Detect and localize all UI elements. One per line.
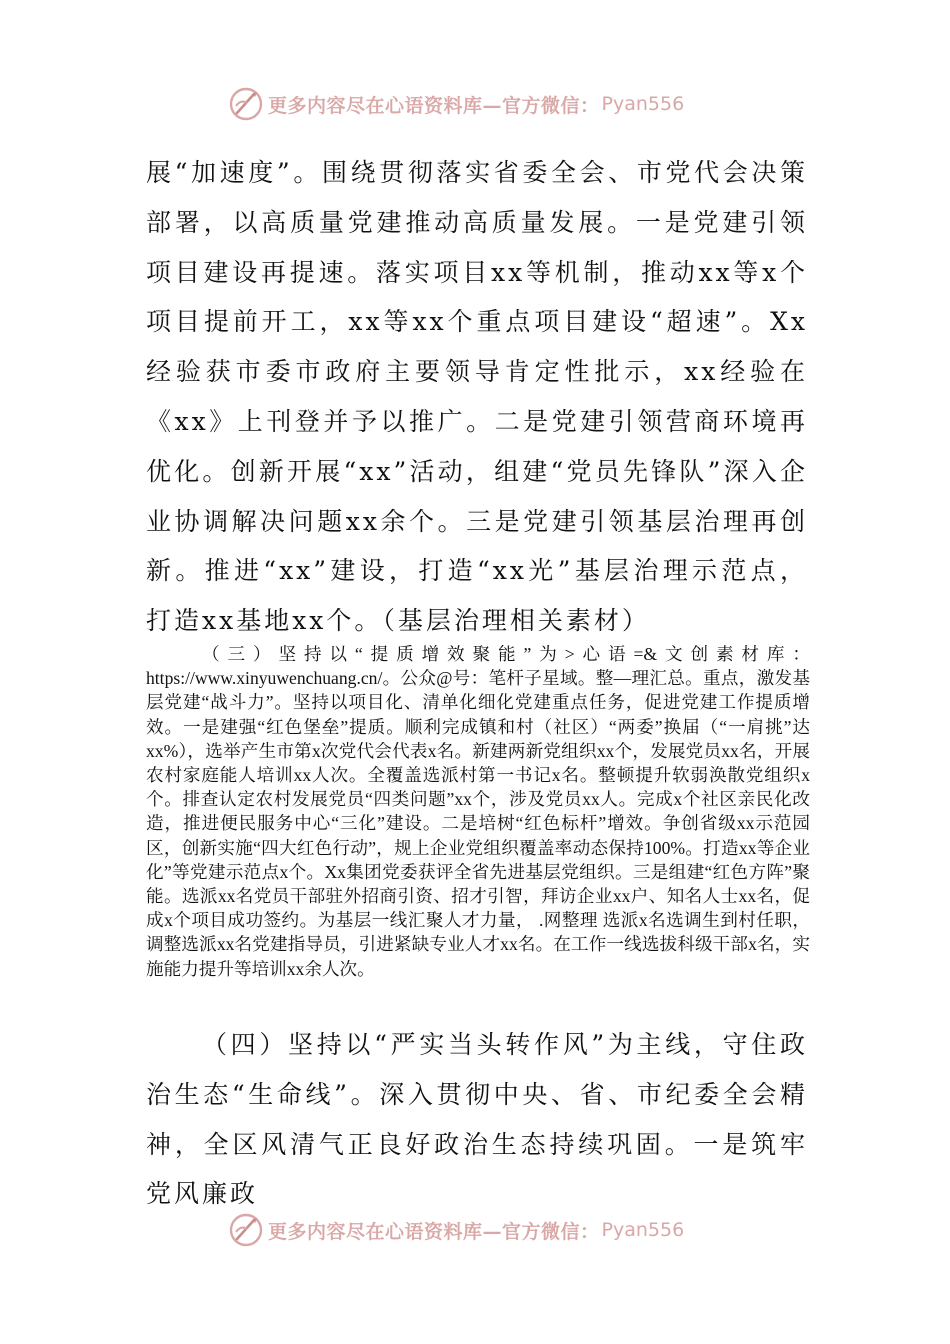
logo-icon <box>228 1212 264 1248</box>
footer-banner <box>228 1210 684 1250</box>
logo-icon <box>228 86 264 122</box>
banner-text: 更多内容尽在心语资料库—官方微信： <box>268 1220 600 1243</box>
body-paragraph-2: （三）坚持以“提质增效聚能”为>心语=&文创素材库：https://www.xinyuwenchuang.cn/。公众@号：笔杆子星域。整—理汇总。重点，激发基层党建“战斗力”。坚持以项目化、清单化细化党建重点任务，促进党建工作提质增效。一是建强“红色堡垒”提质。顺利完成镇和村（社区）“两委”换届（“一肩挑”达xx%），选举产生市第x次党代会代表x名。新建两新党组织xx个，发展党员xx名，开展农村家庭能人培训xx人次。全覆盖选派村第一书记x名。整顿提升软弱涣散党组织x个。排查认定农村发展党员“四类问题”xx个，涉及党员xx人。完成x个社区亲民化改造，推进便民服务中心“三化”建设。二是培树“红色标杆”增效。争创省级xx示范园区，创新实施“四大红色行动”，规上企业党组织覆盖率动态保持100%。打造xx等企业化”等党建示范点x个。Xx集团党委获评全省先进基层党组织。三是组建“红色方阵”聚能。选派xx名党员干部驻外招商引资、招才引智，拜访企业xx户、知名人士xx名，促成x个项目成功签约。为基层一线汇聚人才力量， .网整理 选派x名选调生到村任职，调整选派xx名党建指导员，引进紧缺专业人才xx名。在工作一线选拔科级干部x名，实施能力提升等培训xx余人次。 <box>146 644 810 979</box>
banner-text: 更多内容尽在心语资料库—官方微信： <box>268 94 600 117</box>
body-paragraph-1: 展“加速度”。围绕贯彻落实省委全会、市党代会决策部署，以高质量党建推动高质量发展。一是党建引领项目建设再提速。落实项目xx等机制，推动xx等x个项目提前开工，xx等xx个重点项目建设“超速”。Xx经验获市委市政府主要领导肯定性批示，xx经验在《xx》上刊登并予以推广。二是党建引领营商环境再优化。创新开展“xx”活动，组建“党员先锋队”深入企业协调解决问题xx余个。三是党建引领基层治理再创新。推进“xx”建设，打造“xx光”基层治理示范点，打造xx基地xx个。（基层治理相关素材） <box>146 158 808 636</box>
header-banner <box>228 84 684 124</box>
body-paragraph-3: （四）坚持以“严实当头转作风”为主线，守住政治生态“生命线”。深入贯彻中央、省、市纪委全会精神，全区风清气正良好政治生态持续巩固。一是筑牢党风廉政 <box>146 1030 808 1209</box>
banner-wechat-id: Pyan556 <box>601 1219 685 1241</box>
banner-wechat-id: Pyan556 <box>601 93 685 115</box>
